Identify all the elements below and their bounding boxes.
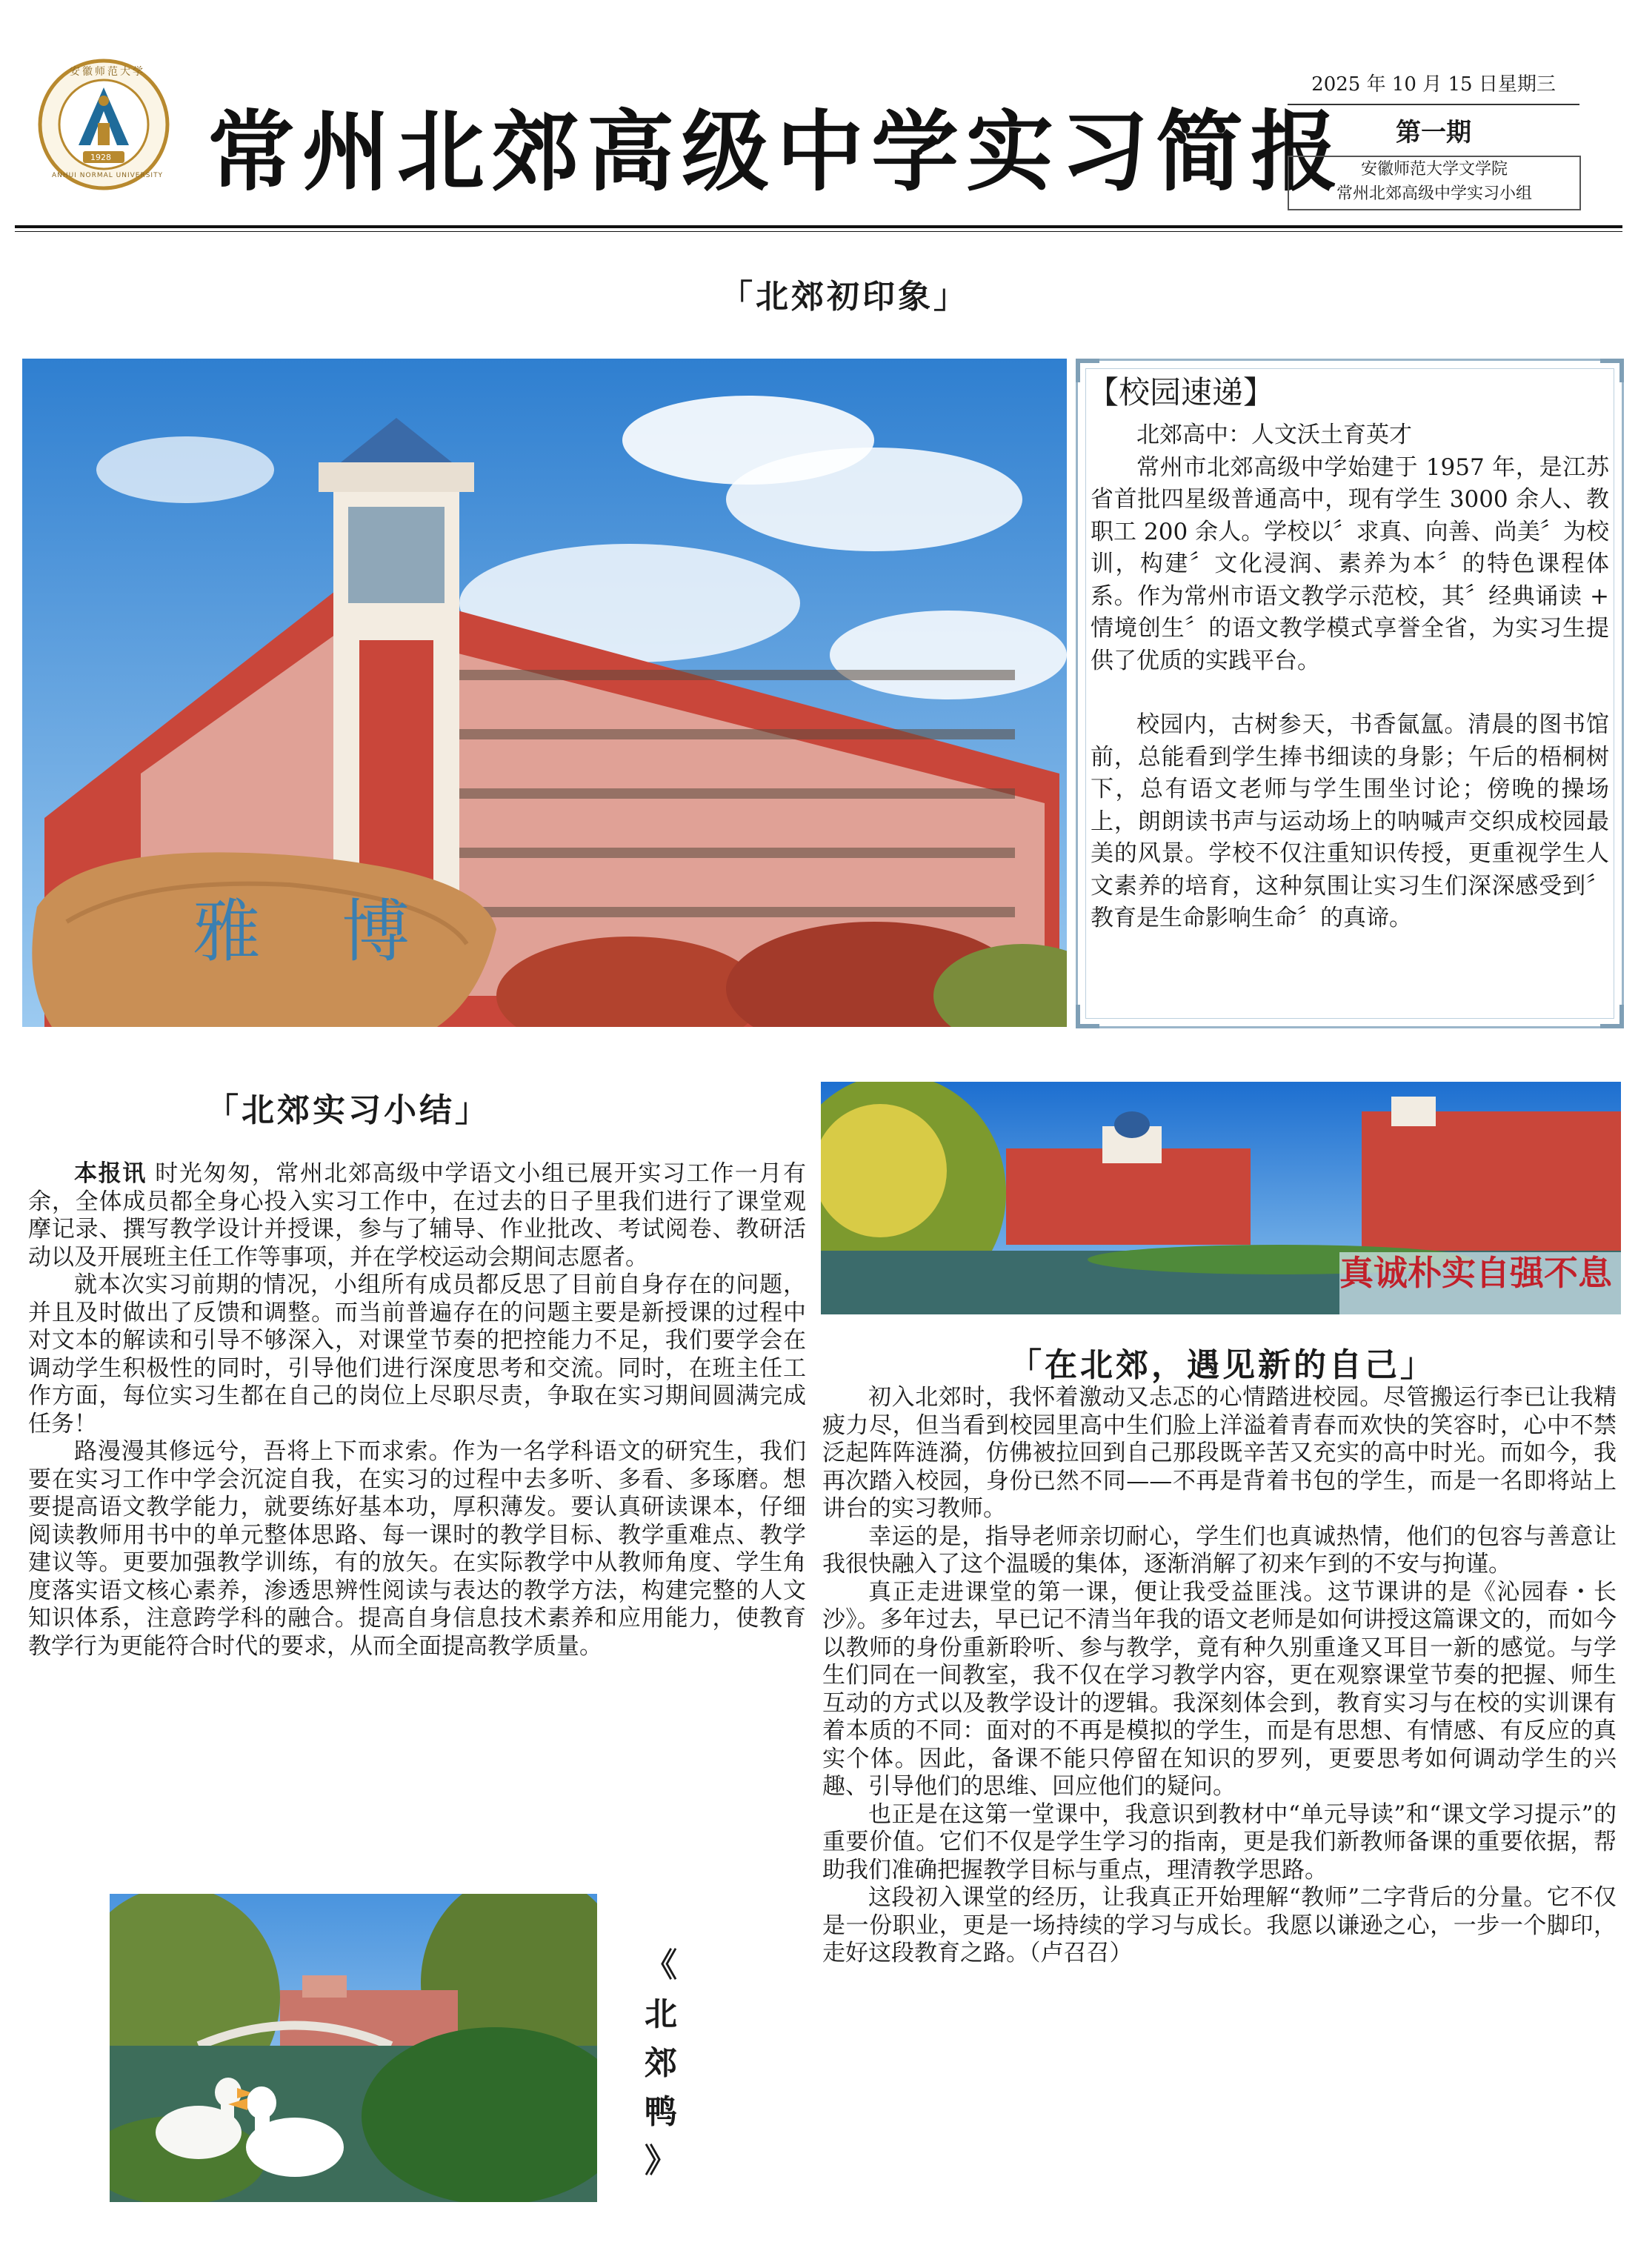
issue-number: 第一期 bbox=[1396, 118, 1471, 147]
duck-caption-char-3: 鸭 bbox=[645, 2093, 677, 2131]
duck-caption-vertical bbox=[639, 1941, 683, 2186]
essay-paragraph-4: 也正是在这第一堂课中，我意识到教材中“单元导读”和“课文学习提示”的重要价值。它们不仅是学生学习的指南，更是我们新教师备课的重要依据，帮助我们准确把握教学目标与重点，理清教学思路。 bbox=[822, 1800, 1617, 1883]
publisher-box bbox=[1288, 156, 1581, 210]
section-title-essay: 「在北郊，遇见新的自己」 bbox=[1009, 1346, 1436, 1384]
university-logo bbox=[37, 58, 170, 191]
campus-news-body bbox=[1091, 419, 1609, 935]
newspaper-masthead: 常州北郊高级中学实习简报 bbox=[207, 100, 1346, 203]
campus-subtitle: 北郊高中：人文沃土育英才 bbox=[1136, 422, 1412, 448]
essay-paragraph-3: 真正走进课堂的第一课，便让我受益匪浅。这节课讲的是《沁园春・长沙》。多年过去，早已记不清当年我的语文老师是如何讲授这篇课文的，而如今以教师的身份重新聆听、参与教学，竟有种久别重逢又耳目一新的感觉。与学生们同在一间教室，我不仅在学习教学内容，更在观察课堂节奏的把握、师生互动的方式以及教学设计的逻辑。我深刻体会到，教育实习与在校的实训课有着本质的不同：面对的不再是模拟的学生，而是有思想、有情感、有反应的真实个体。因此，备课不能只停留在知识的罗列，更要思考如何调动学生的兴趣、引导他们的思维、回应他们的疑问。 bbox=[822, 1578, 1617, 1800]
duck-pond-photo bbox=[110, 1894, 597, 2202]
campus-paragraph-1: 常州市北郊高级中学始建于 1957 年，是江苏省首批四星级普通高中，现有学生 3000 余人、教职工 200 余人。学校以〞求真、向善、尚美〞为校训，构建〞文化浸润、素养为本〞的特色课程体系。作为常州市语文教学示范校，其〞经典诵读 + 情境创生〞的语文教学模式享誉全省，为实习生提供了优质的实践平台。 bbox=[1091, 453, 1609, 674]
masthead-rule bbox=[15, 225, 1622, 228]
section-title-impression: 「北郊初印象」 bbox=[720, 278, 969, 316]
duck-caption-char-2: 郊 bbox=[645, 2044, 677, 2082]
section-title-summary: 「北郊实习小结」 bbox=[206, 1091, 490, 1129]
campus-news-title: 【校园速递】 bbox=[1088, 374, 1275, 410]
summary-article bbox=[28, 1160, 806, 1660]
logo-ring-text: 安徽师范大学 bbox=[70, 66, 145, 78]
rock-inscription: 雅 博 bbox=[193, 892, 440, 971]
summary-lead: 本报讯 bbox=[74, 1160, 147, 1187]
summary-paragraph-3: 路漫漫其修远兮，吾将上下而求索。作为一名学科语文的研究生，我们要在实习工作中学会沉淀自我，在实习的过程中去多听、多看、多琢磨。想要提高语文教学能力，就要练好基本功，厚积薄发。要认真研读课本，仔细阅读教师用书中的单元整体思路、每一课时的教学目标、教学重难点、教学建议等。更要加强教学训练，有的放矢。在实际教学中从教师角度、学生角度落实语文核心素养，渗透思辨性阅读与表达的教学方法，构建完整的人文知识体系，注意跨学科的融合。提高自身信息技术素养和应用能力，使教育教学行为更能符合时代的要求，从而全面提高教学质量。 bbox=[28, 1438, 806, 1660]
campus-banner-photo bbox=[821, 1082, 1621, 1314]
meta-divider bbox=[1288, 104, 1579, 105]
logo-ring-text-en: ANHUI NORMAL UNIVERSITY bbox=[52, 172, 164, 179]
logo-year: 1928 bbox=[90, 153, 111, 162]
summary-paragraph-2: 就本次实习前期的情况，小组所有成员都反思了目前自身存在的问题，并且及时做出了反馈和调整。而当前普遍存在的问题主要是新授课的过程中对文本的解读和引导不够深入，对课堂节奏的把控能力不足，我们要学会在调动学生积极性的同时，引导他们进行深度思考和交流。同时，在班主任工作方面，每位实习生都在自己的岗位上尽职尽责，争取在实习期间圆满完成任务！ bbox=[28, 1271, 806, 1437]
issue-date: 2025 年 10 月 15 日星期三 bbox=[1311, 73, 1556, 96]
duck-caption-close: 》 bbox=[645, 2142, 677, 2180]
summary-paragraph-1: 本报讯 时光匆匆，常州北郊高级中学语文小组已展开实习工作一月有余，全体成员都全身心投入实习工作中，在过去的日子里我们进行了课堂观摩记录、撰写教学设计并授课，参与了辅导、作业批改、考试阅卷、教研活动以及开展班主任工作等事项，并在学校运动会期间志愿者。 bbox=[28, 1160, 807, 1271]
essay-paragraph-1: 初入北郊时，我怀着激动又忐忑的心情踏进校园。尽管搬运行李已让我精疲力尽，但当看到校园里高中生们脸上洋溢着青春而欢快的笑容时，心中不禁泛起阵阵涟漪，仿佛被拉回到自己那段既辛苦又充实的高中时光。而如今，我再次踏入校园，身份已然不同——不再是背着书包的学生，而是一名即将站上讲台的实习教师。 bbox=[822, 1384, 1617, 1522]
essay-article bbox=[822, 1384, 1617, 1968]
essay-paragraph-5: 这段初入课堂的经历，让我真正开始理解“教师”二字背后的分量。它不仅是一份职业，更是一场持续的学习与成长。我愿以谦逊之心，一步一个脚印，走好这段教育之路。（卢召召） bbox=[822, 1884, 1617, 1966]
campus-paragraph-2: 校园内，古树参天，书香氤氲。清晨的图书馆前，总能看到学生捧书细读的身影；午后的梧桐树下，总有语文老师与学生围坐讨论；傍晚的操场上，朗朗读书声与运动场上的呐喊声交织成校园最美的风景。学校不仅注重知识传授，更重视学生人文素养的培育，这种氛围让实习生们深深感受到〞教育是生命影响生命〞的真谛。 bbox=[1091, 711, 1609, 931]
masthead-rule-thin bbox=[15, 231, 1622, 232]
publisher-line-1: 安徽师范大学文学院 bbox=[1360, 160, 1508, 179]
duck-caption-open: 《 bbox=[645, 1946, 677, 1984]
publisher-line-2: 常州北郊高级中学实习小组 bbox=[1336, 184, 1532, 203]
essay-paragraph-2: 幸运的是，指导老师亲切耐心，学生们也真诚热情，他们的包容与善意让我很快融入了这个温暖的集体，逐渐消解了初来乍到的不安与拘谨。 bbox=[822, 1523, 1617, 1577]
duck-caption-char-1: 北 bbox=[645, 1995, 677, 2033]
campus-building-photo bbox=[22, 359, 1067, 1027]
banner-calligraphy: 真诚朴实自强不息 bbox=[1339, 1253, 1612, 1293]
